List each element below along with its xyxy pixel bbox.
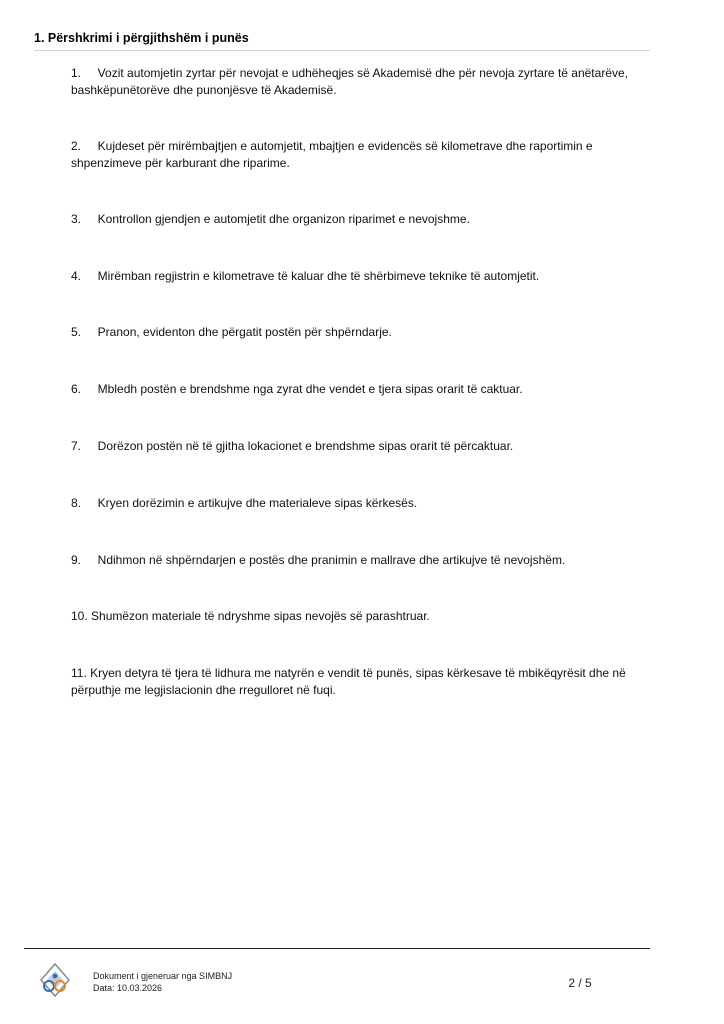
page-number: 2 / 5 xyxy=(568,976,592,990)
duty-item-10: 10. Shumëzon materiale të ndryshme sipas nevojës së parashtruar. xyxy=(71,609,430,623)
footer-text xyxy=(93,970,232,994)
footer-generated-by: Dokument i gjeneruar nga SIMBNJ xyxy=(93,971,233,981)
duty-item-7: 7. Dorëzon postën në të gjitha lokacionet e brendshme sipas orarit të përcaktuar. xyxy=(71,439,514,453)
logo-head-dot xyxy=(53,974,58,979)
footer-date: Data: 10.03.2026 xyxy=(93,983,163,993)
footer-divider xyxy=(24,948,650,949)
duty-item-5: 5. Pranon, evidenton dhe përgatit postën për shpërndarje. xyxy=(71,325,392,339)
duty-item-9: 9. Ndihmon në shpërndarjen e postës dhe pranimin e mallrave dhe artikujve të nevojshëm. xyxy=(71,553,566,567)
duty-item-6: 6. Mbledh postën e brendshme nga zyrat dhe vendet e tjera sipas orarit të caktuar. xyxy=(71,382,523,396)
duty-item-1: 1. Vozit automjetin zyrtar për nevojat e udhëheqjes së Akademisë dhe për nevoja zyrtare të anëtarëve, bashkëpunëtorëve dhe punonjësve të Akademisë. xyxy=(71,66,628,97)
section-header xyxy=(34,30,650,51)
section-title: 1. Përshkrimi i përgjithshëm i punës xyxy=(34,31,249,45)
simbnj-logo-icon xyxy=(37,962,73,1002)
duty-item-4: 4. Mirëmban regjistrin e kilometrave të kaluar dhe të shërbimeve teknike të automjetit. xyxy=(71,269,540,283)
duty-item-8: 8. Kryen dorëzimin e artikujve dhe materialeve sipas kërkesës. xyxy=(71,496,418,510)
duty-item-11: 11. Kryen detyra të tjera të lidhura me natyrën e vendit të punës, sipas kërkesave të mbikëqyrësit dhe në përputhje me legjislacionin dhe rregulloret në fuqi. xyxy=(71,666,626,697)
duty-item-2: 2. Kujdeset për mirëmbajtjen e automjetit, mbajtjen e evidencës së kilometrave dhe raportimin e shpenzimeve për karburant dhe riparime. xyxy=(71,139,593,170)
duty-item-3: 3. Kontrollon gjendjen e automjetit dhe organizon riparimet e nevojshme. xyxy=(71,212,470,226)
